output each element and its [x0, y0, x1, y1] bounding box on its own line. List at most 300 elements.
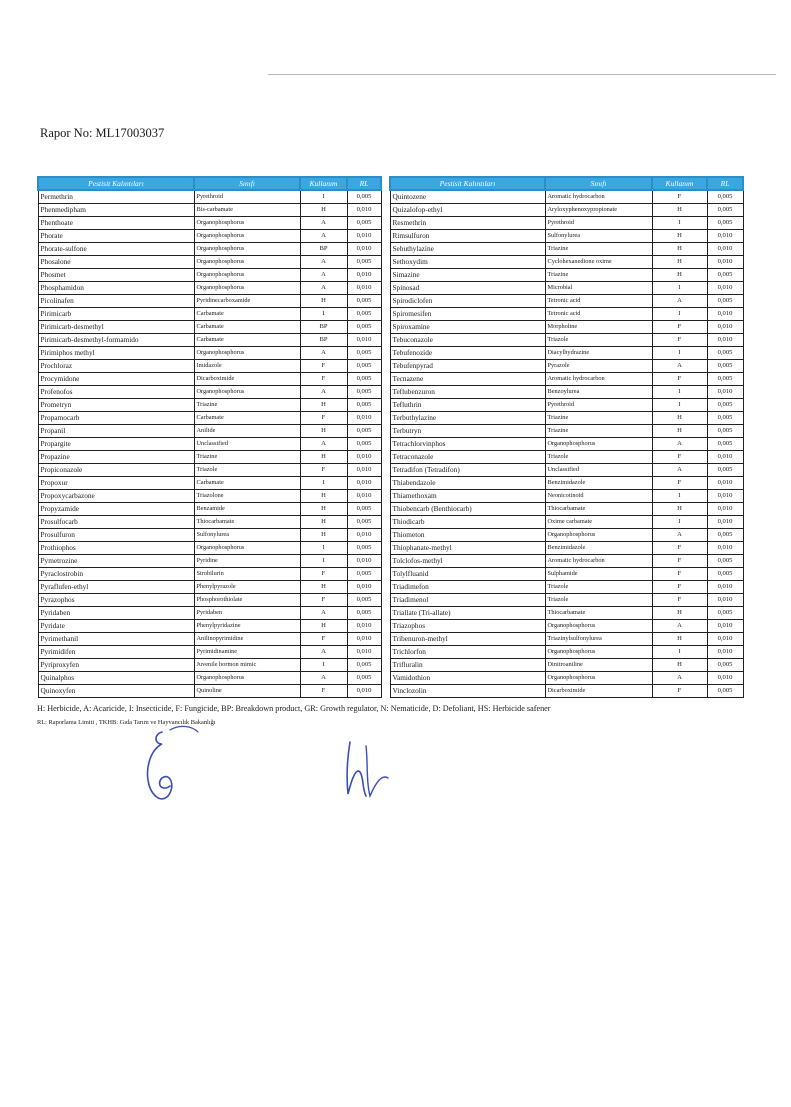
usage-code: I [652, 646, 707, 659]
pesticide-name: Pirimiphos methyl [38, 347, 194, 360]
reporting-limit: 0,005 [707, 659, 743, 672]
table-row [390, 217, 743, 230]
usage-code: I [652, 308, 707, 321]
pesticide-name: Thiabendazole [390, 477, 545, 490]
reporting-limit: 0,010 [347, 243, 381, 256]
pesticide-class: Organophosphorus [194, 256, 300, 269]
usage-code: H [652, 607, 707, 620]
table-row [390, 360, 743, 373]
table-row [38, 243, 381, 256]
pesticide-name: Tebufenpyrad [390, 360, 545, 373]
pesticide-class: Carbamate [194, 477, 300, 490]
pesticide-class: Triazine [194, 451, 300, 464]
pesticide-class: Tetronic acid [545, 308, 652, 321]
table-row [38, 594, 381, 607]
reporting-limit: 0,010 [347, 633, 381, 646]
pesticide-name: Spirodiclofen [390, 295, 545, 308]
reporting-limit: 0,005 [347, 672, 381, 685]
pesticide-name: Pyraclostrobin [38, 568, 194, 581]
pesticide-class: Morpholine [545, 321, 652, 334]
reporting-limit: 0,010 [347, 204, 381, 217]
usage-code: I [652, 490, 707, 503]
usage-code: BP [300, 321, 347, 334]
pesticide-class: Aromatic hydrocarbon [545, 555, 652, 568]
table-row [38, 360, 381, 373]
reporting-limit: 0,005 [347, 399, 381, 412]
pesticide-class: Strobilurin [194, 568, 300, 581]
pesticide-name: Profenofos [38, 386, 194, 399]
table-row [38, 438, 381, 451]
pesticide-name: Pyraflufen-ethyl [38, 581, 194, 594]
pesticide-table-right [389, 176, 744, 698]
reporting-limit: 0,010 [707, 581, 743, 594]
usage-code: F [300, 594, 347, 607]
pesticide-name: Quintozene [390, 190, 545, 204]
usage-code: H [300, 295, 347, 308]
usage-code: F [652, 373, 707, 386]
pesticide-class: Pyridinecarboxamide [194, 295, 300, 308]
reporting-limit: 0,005 [707, 607, 743, 620]
reporting-limit: 0,005 [707, 568, 743, 581]
pesticide-class: Aromatic hydrocarbon [545, 373, 652, 386]
reporting-limit: 0,005 [707, 347, 743, 360]
usage-code: H [300, 399, 347, 412]
reporting-limit: 0,005 [707, 373, 743, 386]
table-row [390, 425, 743, 438]
usage-code: F [652, 594, 707, 607]
usage-code: H [300, 490, 347, 503]
table-row [38, 217, 381, 230]
usage-code: F [652, 334, 707, 347]
pesticide-name: Prothiophos [38, 542, 194, 555]
header-rl: RL [347, 177, 381, 190]
reporting-limit: 0,005 [347, 568, 381, 581]
table-row [38, 581, 381, 594]
reporting-limit: 0,005 [707, 425, 743, 438]
pesticide-class: Triazine [545, 269, 652, 282]
usage-code: I [652, 217, 707, 230]
signature-left [140, 720, 210, 810]
pesticide-name: Thiamethoxam [390, 490, 545, 503]
table-row [38, 633, 381, 646]
reporting-limit: 0,010 [707, 672, 743, 685]
usage-code: F [300, 464, 347, 477]
reporting-limit: 0,005 [707, 295, 743, 308]
reporting-limit: 0,005 [347, 308, 381, 321]
usage-code: F [300, 360, 347, 373]
table-row [390, 529, 743, 542]
reporting-limit: 0,010 [707, 620, 743, 633]
table-row [38, 399, 381, 412]
pesticide-class: Organophosphorus [194, 230, 300, 243]
pesticide-name: Vinclozolin [390, 685, 545, 698]
usage-code: F [300, 685, 347, 698]
table-row [38, 373, 381, 386]
usage-code: F [652, 542, 707, 555]
pesticide-class: Pyridaben [194, 607, 300, 620]
usage-code: A [300, 282, 347, 295]
pesticide-class: Sulfonylurea [194, 529, 300, 542]
reporting-limit: 0,005 [347, 607, 381, 620]
reporting-limit: 0,010 [707, 594, 743, 607]
pesticide-name: Rimsulfuron [390, 230, 545, 243]
pesticide-class: Organophosphorus [194, 542, 300, 555]
reporting-limit: 0,010 [707, 516, 743, 529]
usage-code: A [652, 620, 707, 633]
pesticide-class: Benzoylurea [545, 386, 652, 399]
reporting-limit: 0,005 [347, 438, 381, 451]
pesticide-name: Pyrimidifen [38, 646, 194, 659]
pesticide-class: Organophosphorus [194, 217, 300, 230]
pesticide-name: Propyzamide [38, 503, 194, 516]
pesticide-name: Thiophanate-methyl [390, 542, 545, 555]
table-row [390, 373, 743, 386]
table-header-row [390, 177, 743, 190]
table-row [390, 568, 743, 581]
usage-code: F [652, 685, 707, 698]
reporting-limit: 0,010 [707, 633, 743, 646]
pesticide-class: Organophosphorus [194, 672, 300, 685]
table-row [38, 464, 381, 477]
pesticide-class: Pyridine [194, 555, 300, 568]
reporting-limit: 0,010 [347, 269, 381, 282]
pesticide-class: Unclassified [545, 464, 652, 477]
pesticide-class: Juvenile hormon mimic [194, 659, 300, 672]
header-use: Kullanım [300, 177, 347, 190]
pesticide-name: Phenmedipham [38, 204, 194, 217]
pesticide-name: Pirimicarb-desmethyl-formamido [38, 334, 194, 347]
pesticide-name: Propoxur [38, 477, 194, 490]
usage-code: F [300, 633, 347, 646]
table-row [38, 321, 381, 334]
pesticide-class: Cyclohexanedione oxime [545, 256, 652, 269]
pesticide-class: Diacylhydrazine [545, 347, 652, 360]
usage-code: A [652, 672, 707, 685]
usage-code: I [652, 347, 707, 360]
usage-code: A [300, 230, 347, 243]
table-row [390, 451, 743, 464]
pesticide-name: Vamidothion [390, 672, 545, 685]
table-row [390, 438, 743, 451]
usage-code: I [300, 659, 347, 672]
pesticide-name: Trichlorfon [390, 646, 545, 659]
table-row [390, 334, 743, 347]
pesticide-name: Pymetrozine [38, 555, 194, 568]
reporting-limit: 0,005 [347, 321, 381, 334]
reporting-limit: 0,005 [347, 594, 381, 607]
pesticide-class: Triazine [545, 412, 652, 425]
pesticide-name: Quizalofop-ethyl [390, 204, 545, 217]
pesticide-class: Pyrimidinamine [194, 646, 300, 659]
pesticide-class: Carbamate [194, 321, 300, 334]
pesticide-class: Aryloxyphenoxypropionate [545, 204, 652, 217]
table-row [38, 256, 381, 269]
usage-code: H [652, 659, 707, 672]
reporting-limit: 0,005 [347, 190, 381, 204]
header-rl: RL [707, 177, 743, 190]
pesticide-name: Triazophos [390, 620, 545, 633]
pesticide-class: Thiocarbamate [194, 516, 300, 529]
pesticide-name: Tebuconazole [390, 334, 545, 347]
usage-code: F [652, 321, 707, 334]
table-row [390, 659, 743, 672]
table-row [38, 386, 381, 399]
pesticide-name: Tefluthrin [390, 399, 545, 412]
pesticide-class: Triazolone [194, 490, 300, 503]
pesticide-class: Organophosphorus [545, 672, 652, 685]
reporting-limit: 0,010 [347, 581, 381, 594]
table-row [390, 581, 743, 594]
pesticide-class: Organophosphorus [194, 386, 300, 399]
usage-code: A [300, 256, 347, 269]
reporting-limit: 0,010 [347, 490, 381, 503]
pesticide-class: Organophosphorus [545, 438, 652, 451]
reporting-limit: 0,010 [707, 477, 743, 490]
reporting-limit: 0,010 [347, 282, 381, 295]
pesticide-table-left [37, 176, 382, 698]
pesticide-class: Triazine [545, 243, 652, 256]
reporting-limit: 0,005 [707, 438, 743, 451]
reporting-limit: 0,010 [707, 308, 743, 321]
reporting-limit: 0,005 [347, 360, 381, 373]
pesticide-name: Propazine [38, 451, 194, 464]
usage-code: H [300, 516, 347, 529]
pesticide-class: Organophosphorus [545, 529, 652, 542]
usage-code: A [300, 646, 347, 659]
header-pesticide: Pestisit Kalıntıları [390, 177, 545, 190]
pesticide-class: Dicarboximide [194, 373, 300, 386]
pesticide-class: Phenylpyrazole [194, 581, 300, 594]
pesticide-class: Organophosphorus [194, 243, 300, 256]
usage-code: I [652, 516, 707, 529]
usage-code: A [300, 217, 347, 230]
reporting-limit: 0,005 [707, 399, 743, 412]
table-row [390, 620, 743, 633]
pesticide-class: Organophosphorus [194, 282, 300, 295]
pesticide-name: Propamocarb [38, 412, 194, 425]
pesticide-name: Prochloraz [38, 360, 194, 373]
table-row [390, 243, 743, 256]
usage-code: A [300, 269, 347, 282]
pesticide-name: Pyridate [38, 620, 194, 633]
pesticide-class: Sulphamide [545, 568, 652, 581]
usage-code: BP [300, 334, 347, 347]
table-row [38, 555, 381, 568]
reporting-limit: 0,010 [707, 230, 743, 243]
usage-code: H [300, 451, 347, 464]
table-row [390, 503, 743, 516]
table-row [38, 607, 381, 620]
pesticide-name: Phenthoate [38, 217, 194, 230]
reporting-limit: 0,005 [347, 516, 381, 529]
pesticide-name: Pyriproxyfen [38, 659, 194, 672]
usage-code: A [652, 529, 707, 542]
reporting-limit: 0,010 [707, 243, 743, 256]
reporting-limit: 0,010 [347, 685, 381, 698]
reporting-limit: 0,010 [707, 490, 743, 503]
pesticide-class: Anilinopyrimidine [194, 633, 300, 646]
pesticide-class: Thiocarbamate [545, 503, 652, 516]
reporting-limit: 0,005 [707, 190, 743, 204]
usage-code: H [652, 633, 707, 646]
pesticide-class: Pyrethroid [194, 190, 300, 204]
table-row [38, 190, 381, 204]
pesticide-name: Spiroxamine [390, 321, 545, 334]
table-row [390, 308, 743, 321]
reporting-limit: 0,010 [707, 451, 743, 464]
usage-code: H [300, 620, 347, 633]
table-row [38, 334, 381, 347]
reporting-limit: 0,005 [707, 269, 743, 282]
pesticide-name: Triadimenol [390, 594, 545, 607]
table-row [390, 490, 743, 503]
pesticide-name: Pirimicarb-desmethyl [38, 321, 194, 334]
reporting-limit: 0,005 [347, 386, 381, 399]
reporting-limit: 0,005 [707, 360, 743, 373]
pesticide-class: Dinitroaniline [545, 659, 652, 672]
table-row [390, 256, 743, 269]
pesticide-class: Benzamide [194, 503, 300, 516]
usage-code: F [652, 190, 707, 204]
usage-code: A [300, 438, 347, 451]
pesticide-name: Phorate-sulfone [38, 243, 194, 256]
table-row [390, 269, 743, 282]
table-row [390, 594, 743, 607]
pesticide-class: Thiocarbamate [545, 607, 652, 620]
pesticide-class: Microbial [545, 282, 652, 295]
usage-code: A [652, 464, 707, 477]
abbreviation-legend: H: Herbicide, A: Acaricide, I: Insecticide, F: Fungicide, BP: Breakdown product, GR: Growth regulator, N: Nematicide, D: Defoliant, HS: Herbicide safener [37, 704, 551, 713]
table-row [38, 542, 381, 555]
usage-code: F [652, 451, 707, 464]
pesticide-name: Propanil [38, 425, 194, 438]
pesticide-class: Carbamate [194, 308, 300, 321]
table-body-left [38, 190, 381, 698]
usage-code: F [652, 568, 707, 581]
pesticide-name: Terbutryn [390, 425, 545, 438]
pesticide-name: Tetraconazole [390, 451, 545, 464]
table-row [38, 685, 381, 698]
reporting-limit: 0,010 [707, 334, 743, 347]
pesticide-name: Spinosad [390, 282, 545, 295]
pesticide-name: Thiobencarb (Benthiocarb) [390, 503, 545, 516]
pesticide-class: Quinoline [194, 685, 300, 698]
pesticide-class: Unclassified [194, 438, 300, 451]
table-row [390, 672, 743, 685]
pesticide-class: Triazole [545, 451, 652, 464]
reporting-limit: 0,010 [347, 477, 381, 490]
reporting-limit: 0,005 [707, 555, 743, 568]
pesticide-name: Thiometon [390, 529, 545, 542]
pesticide-class: Triazine [194, 399, 300, 412]
usage-code: F [652, 581, 707, 594]
pesticide-name: Tribenuron-methyl [390, 633, 545, 646]
table-row [390, 685, 743, 698]
usage-code: H [300, 529, 347, 542]
pesticide-class: Aromatic hydrocarbon [545, 190, 652, 204]
pesticide-name: Tebufenozide [390, 347, 545, 360]
pesticide-class: Benzimidazole [545, 542, 652, 555]
usage-code: F [300, 373, 347, 386]
table-row [38, 477, 381, 490]
pesticide-class: Imidazole [194, 360, 300, 373]
usage-code: A [300, 386, 347, 399]
usage-code: H [652, 256, 707, 269]
pesticide-class: Pyrazole [545, 360, 652, 373]
usage-code: H [652, 412, 707, 425]
usage-code: A [300, 347, 347, 360]
usage-code: I [652, 282, 707, 295]
pesticide-name: Trifluralin [390, 659, 545, 672]
pesticide-name: Tecnazene [390, 373, 545, 386]
table-row [38, 672, 381, 685]
header-rule [268, 74, 776, 75]
usage-code: F [300, 568, 347, 581]
pesticide-name: Resmethrin [390, 217, 545, 230]
reporting-limit: 0,010 [347, 230, 381, 243]
table-row [38, 269, 381, 282]
usage-code: A [652, 438, 707, 451]
usage-code: F [652, 477, 707, 490]
usage-code: I [652, 399, 707, 412]
table-row [390, 464, 743, 477]
pesticide-class: Pyrethroid [545, 217, 652, 230]
table-row [38, 620, 381, 633]
table-row [390, 516, 743, 529]
table-row [38, 204, 381, 217]
reporting-limit: 0,005 [347, 659, 381, 672]
table-row [390, 646, 743, 659]
pesticide-class: Oxime carbamate [545, 516, 652, 529]
table-row [390, 204, 743, 217]
pesticide-name: Propoxycarbazone [38, 490, 194, 503]
pesticide-class: Carbamate [194, 412, 300, 425]
pesticide-name: Spiromesifen [390, 308, 545, 321]
table-row [38, 659, 381, 672]
pesticide-name: Phorate [38, 230, 194, 243]
table-header-row [38, 177, 381, 190]
table-row [38, 425, 381, 438]
footnote: RL: Raporlama Limiti , TKHB: Gıda Tarım ve Hayvancılık Bakanlığı [37, 719, 216, 726]
table-row [38, 568, 381, 581]
reporting-limit: 0,005 [707, 464, 743, 477]
usage-code: H [300, 425, 347, 438]
reporting-limit: 0,005 [707, 685, 743, 698]
pesticide-class: Pyrethroid [545, 399, 652, 412]
usage-code: I [300, 477, 347, 490]
usage-code: H [652, 425, 707, 438]
usage-code: A [652, 360, 707, 373]
pesticide-class: Triazole [545, 594, 652, 607]
pesticide-name: Pyrazophos [38, 594, 194, 607]
reporting-limit: 0,005 [347, 295, 381, 308]
reporting-limit: 0,010 [347, 334, 381, 347]
table-row [38, 347, 381, 360]
pesticide-class: Phosphorothiolate [194, 594, 300, 607]
table-row [38, 646, 381, 659]
usage-code: I [652, 386, 707, 399]
pesticide-name: Quinalphos [38, 672, 194, 685]
table-row [390, 607, 743, 620]
pesticide-name: Tolylfluanid [390, 568, 545, 581]
pesticide-name: Permethrin [38, 190, 194, 204]
reporting-limit: 0,005 [347, 425, 381, 438]
pesticide-class: Phenylpyridazine [194, 620, 300, 633]
table-row [390, 555, 743, 568]
usage-code: H [652, 503, 707, 516]
usage-code: BP [300, 243, 347, 256]
usage-code: H [652, 230, 707, 243]
